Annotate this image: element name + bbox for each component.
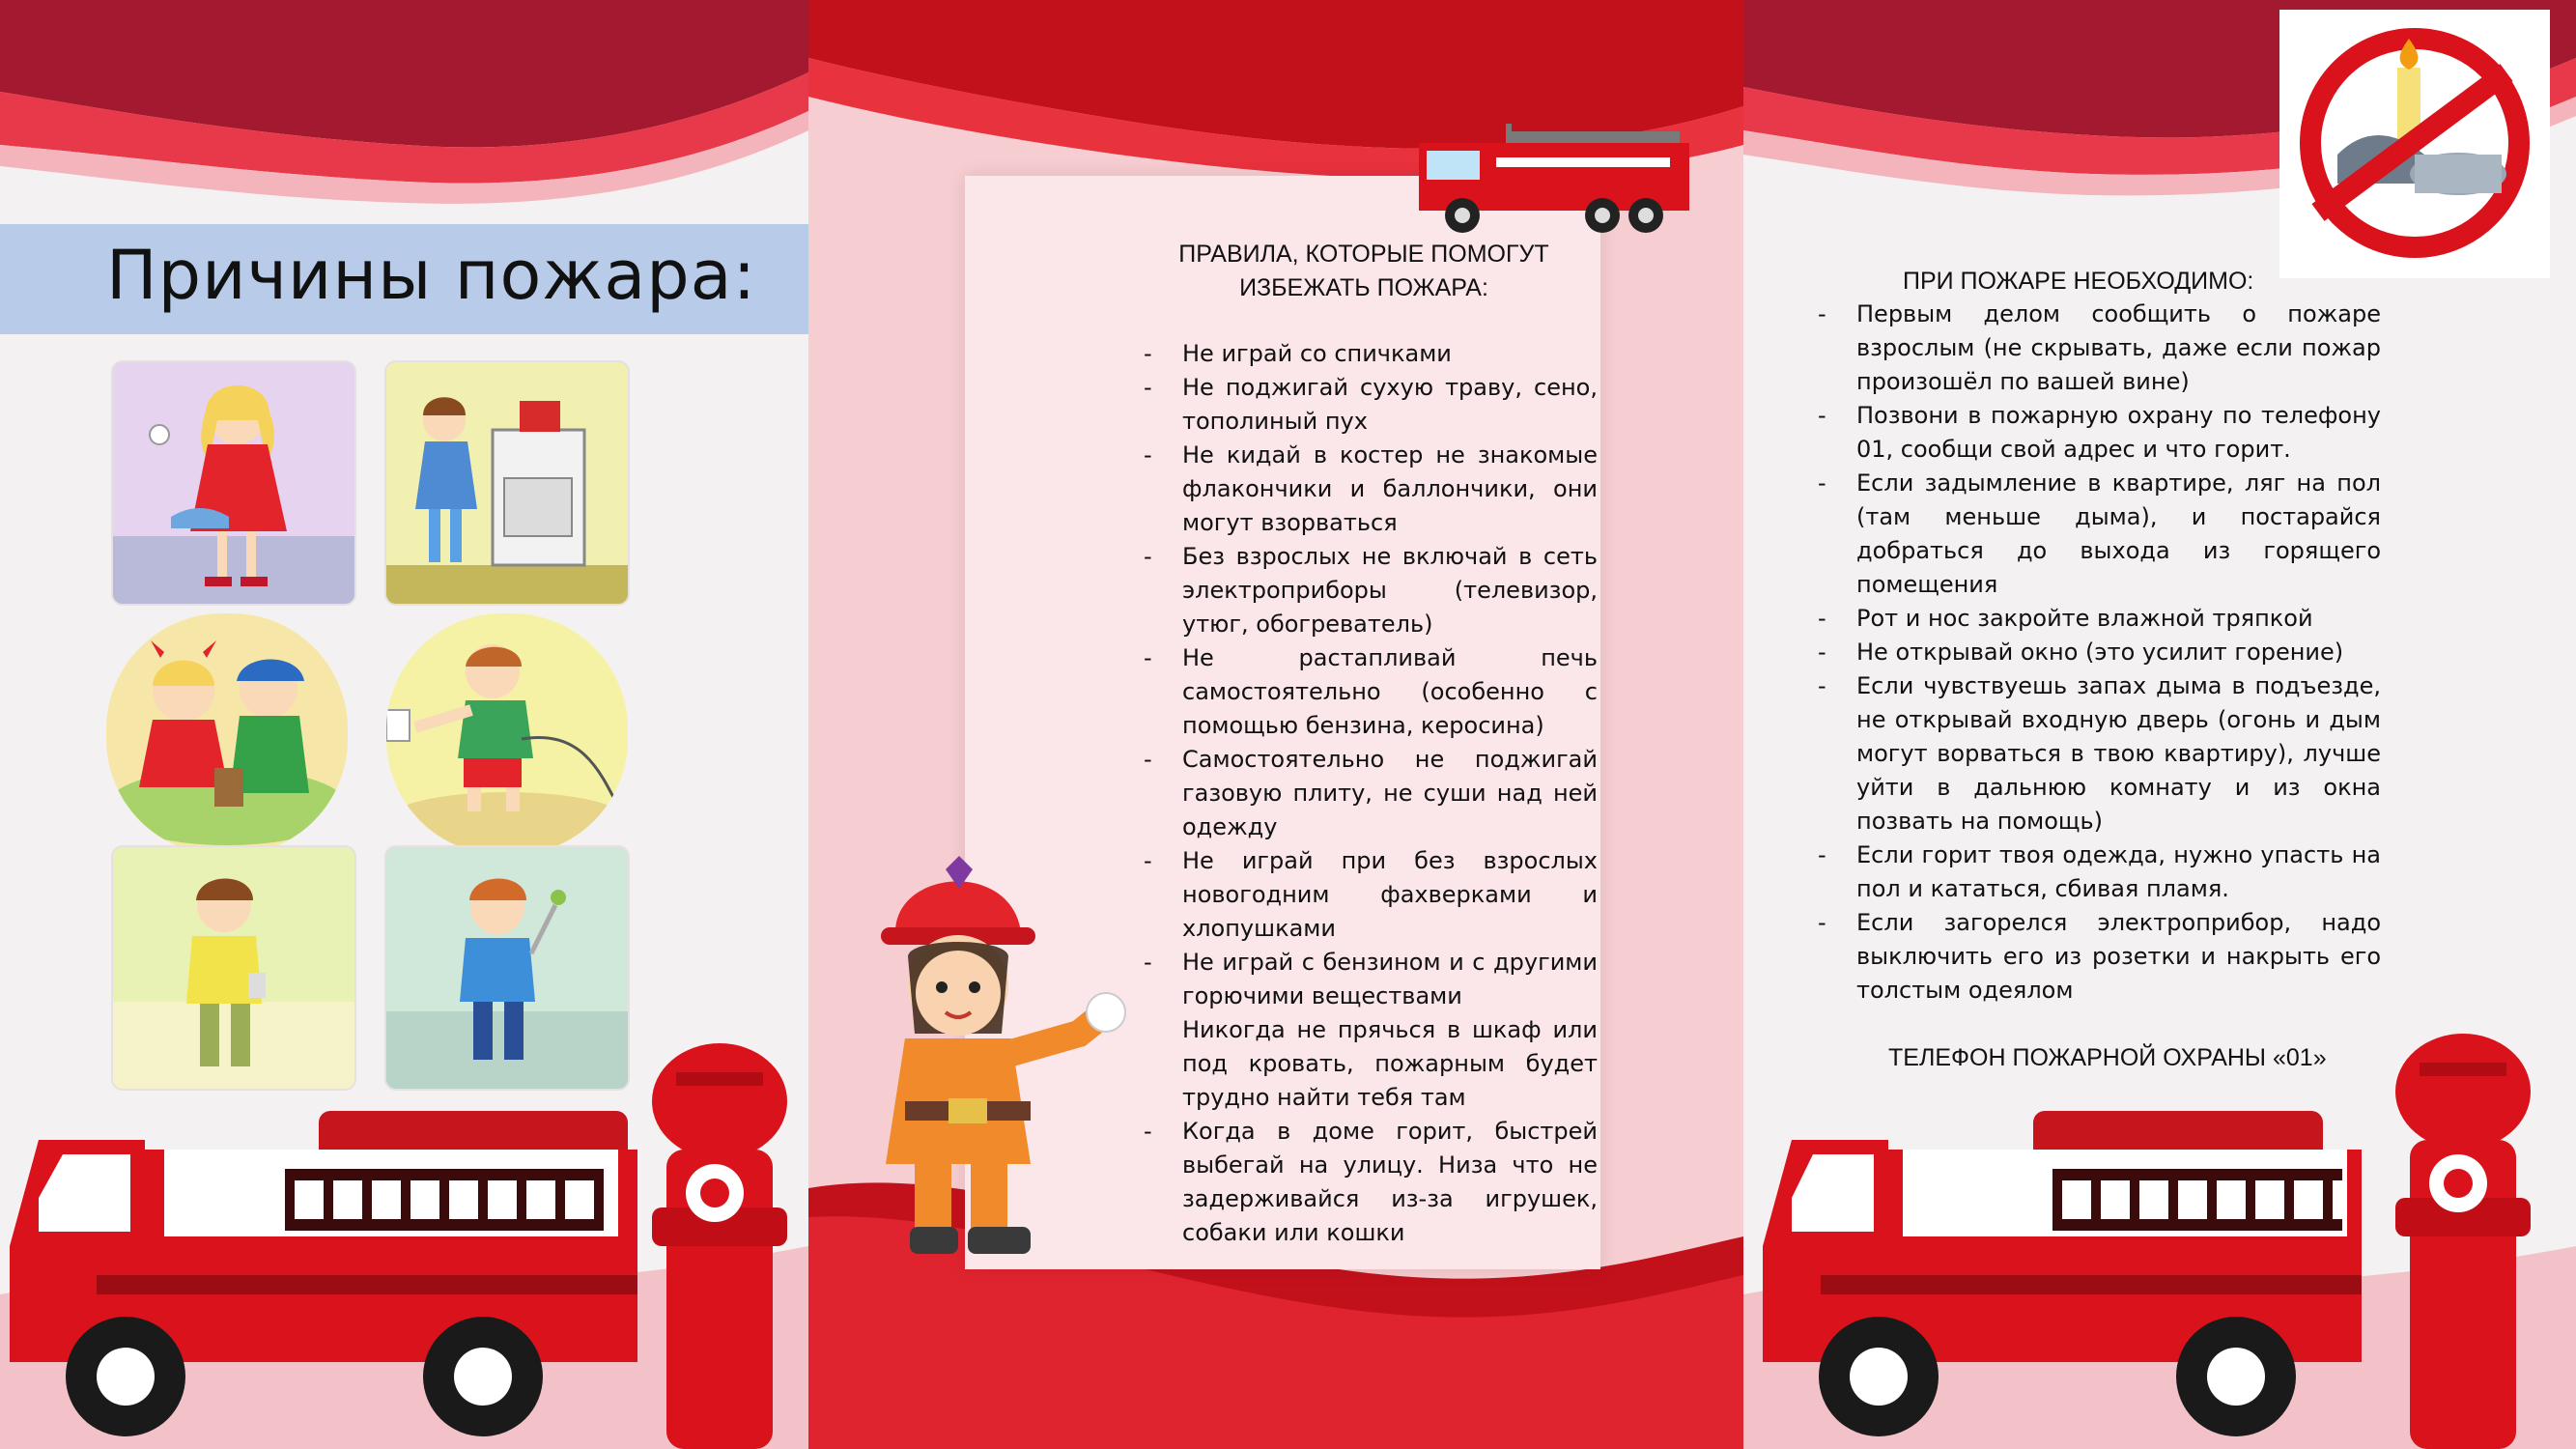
list-item: - Если загорелся электроприбор, надо выключить его из розетки и накрыть его толстым одеялом <box>1818 909 2381 1004</box>
hydrant-right-icon <box>2395 1034 2531 1449</box>
actions-heading: ПРИ ПОЖАРЕ НЕОБХОДИМО: <box>1903 268 2254 295</box>
no-open-fire-icon <box>2279 10 2550 278</box>
panel-fire-causes <box>0 0 808 1449</box>
rules-heading-line-1: ПРАВИЛА, КОТОРЫЕ ПОМОГУТ <box>1178 241 1549 268</box>
list-item: - Не кидай в костер не знакомые флакончики и баллончики, они могут взорваться <box>1144 441 1598 536</box>
list-item: - Не растапливай печь самостоятельно (особенно с помощью бензина, керосина) <box>1144 644 1598 739</box>
page-title: Причины пожара: <box>106 236 757 315</box>
panel-fire-rules <box>808 0 1743 1449</box>
no-fire-sign <box>2279 10 2550 278</box>
fire-truck-right-icon <box>1743 1005 2576 1449</box>
list-item: - Если горит твоя одежда, нужно упасть на пол и кататься, сбивая пламя. <box>1818 841 2381 902</box>
list-item: - Рот и нос закройте влажной тряпкой <box>1818 605 2313 632</box>
firefighter-kid-icon <box>857 840 1137 1265</box>
list-item: - Не открывай окно (это усилит горение) <box>1818 639 2344 666</box>
list-item: - Если чувствуешь запах дыма в подъезде, не открывай входную дверь (огонь и дым могут ворваться в твою квартиру), лучше уйти в дальнюю комнату и из окна позвать на помощь) <box>1818 672 2381 835</box>
list-item: - Не играй со спичками <box>1144 340 1452 367</box>
boy-plug-socket-icon <box>386 613 628 855</box>
fire-truck-icon <box>0 1005 808 1449</box>
kids-playing-matches-icon <box>106 613 348 855</box>
list-item: - Самостоятельно не поджигай газовую плиту, не суши над ней одежду <box>1144 746 1598 840</box>
list-item: - Не играй с бензином и с другими горючими веществами <box>1144 949 1598 1009</box>
girl-iron-outlet-icon <box>113 362 354 604</box>
girl-stove-pot-icon <box>386 362 628 604</box>
list-item: - Позвони в пожарную охрану по телефону 01, сообщи свой адрес и что горит. <box>1818 402 2381 463</box>
list-item: - Если задымление в квартире, ляг на пол (там меньше дыма), и постарайся добраться до выхода из горящего помещения <box>1818 469 2381 598</box>
small-fire-truck-icon <box>1419 114 1699 240</box>
list-item: - Не поджигай сухую траву, сено, тополиный пух <box>1144 374 1598 435</box>
hydrant-icon <box>652 1043 787 1449</box>
list-item: Никогда не прячься в шкаф или под кровать, пожарным будет трудно найти тебя там <box>1182 1016 1598 1111</box>
list-item: - Без взрослых не включай в сеть электроприборы (телевизор, утюг, обогреватель) <box>1144 543 1598 638</box>
list-item: - Не играй при без взрослых новогодним фахверками и хлопушками <box>1144 847 1598 942</box>
rules-list <box>1144 337 1598 1250</box>
panel-fire-actions <box>1743 0 2576 1449</box>
actions-list <box>1818 298 2381 1008</box>
title-band <box>0 224 808 334</box>
rules-heading-line-2: ИЗБЕЖАТЬ ПОЖАРА: <box>1239 274 1488 301</box>
fire-service-phone: ТЕЛЕФОН ПОЖАРНОЙ ОХРАНЫ «01» <box>1888 1044 2327 1071</box>
list-item: - Первым делом сообщить о пожаре взрослым (не скрывать, даже если пожар произошёл по вашей вине) <box>1818 300 2381 395</box>
list-item: - Когда в доме горит, быстрей выбегай на улицу. Низа что не задерживайся из-за игрушек, собаки или кошки <box>1144 1118 1598 1246</box>
rules-heading <box>1108 238 1620 305</box>
